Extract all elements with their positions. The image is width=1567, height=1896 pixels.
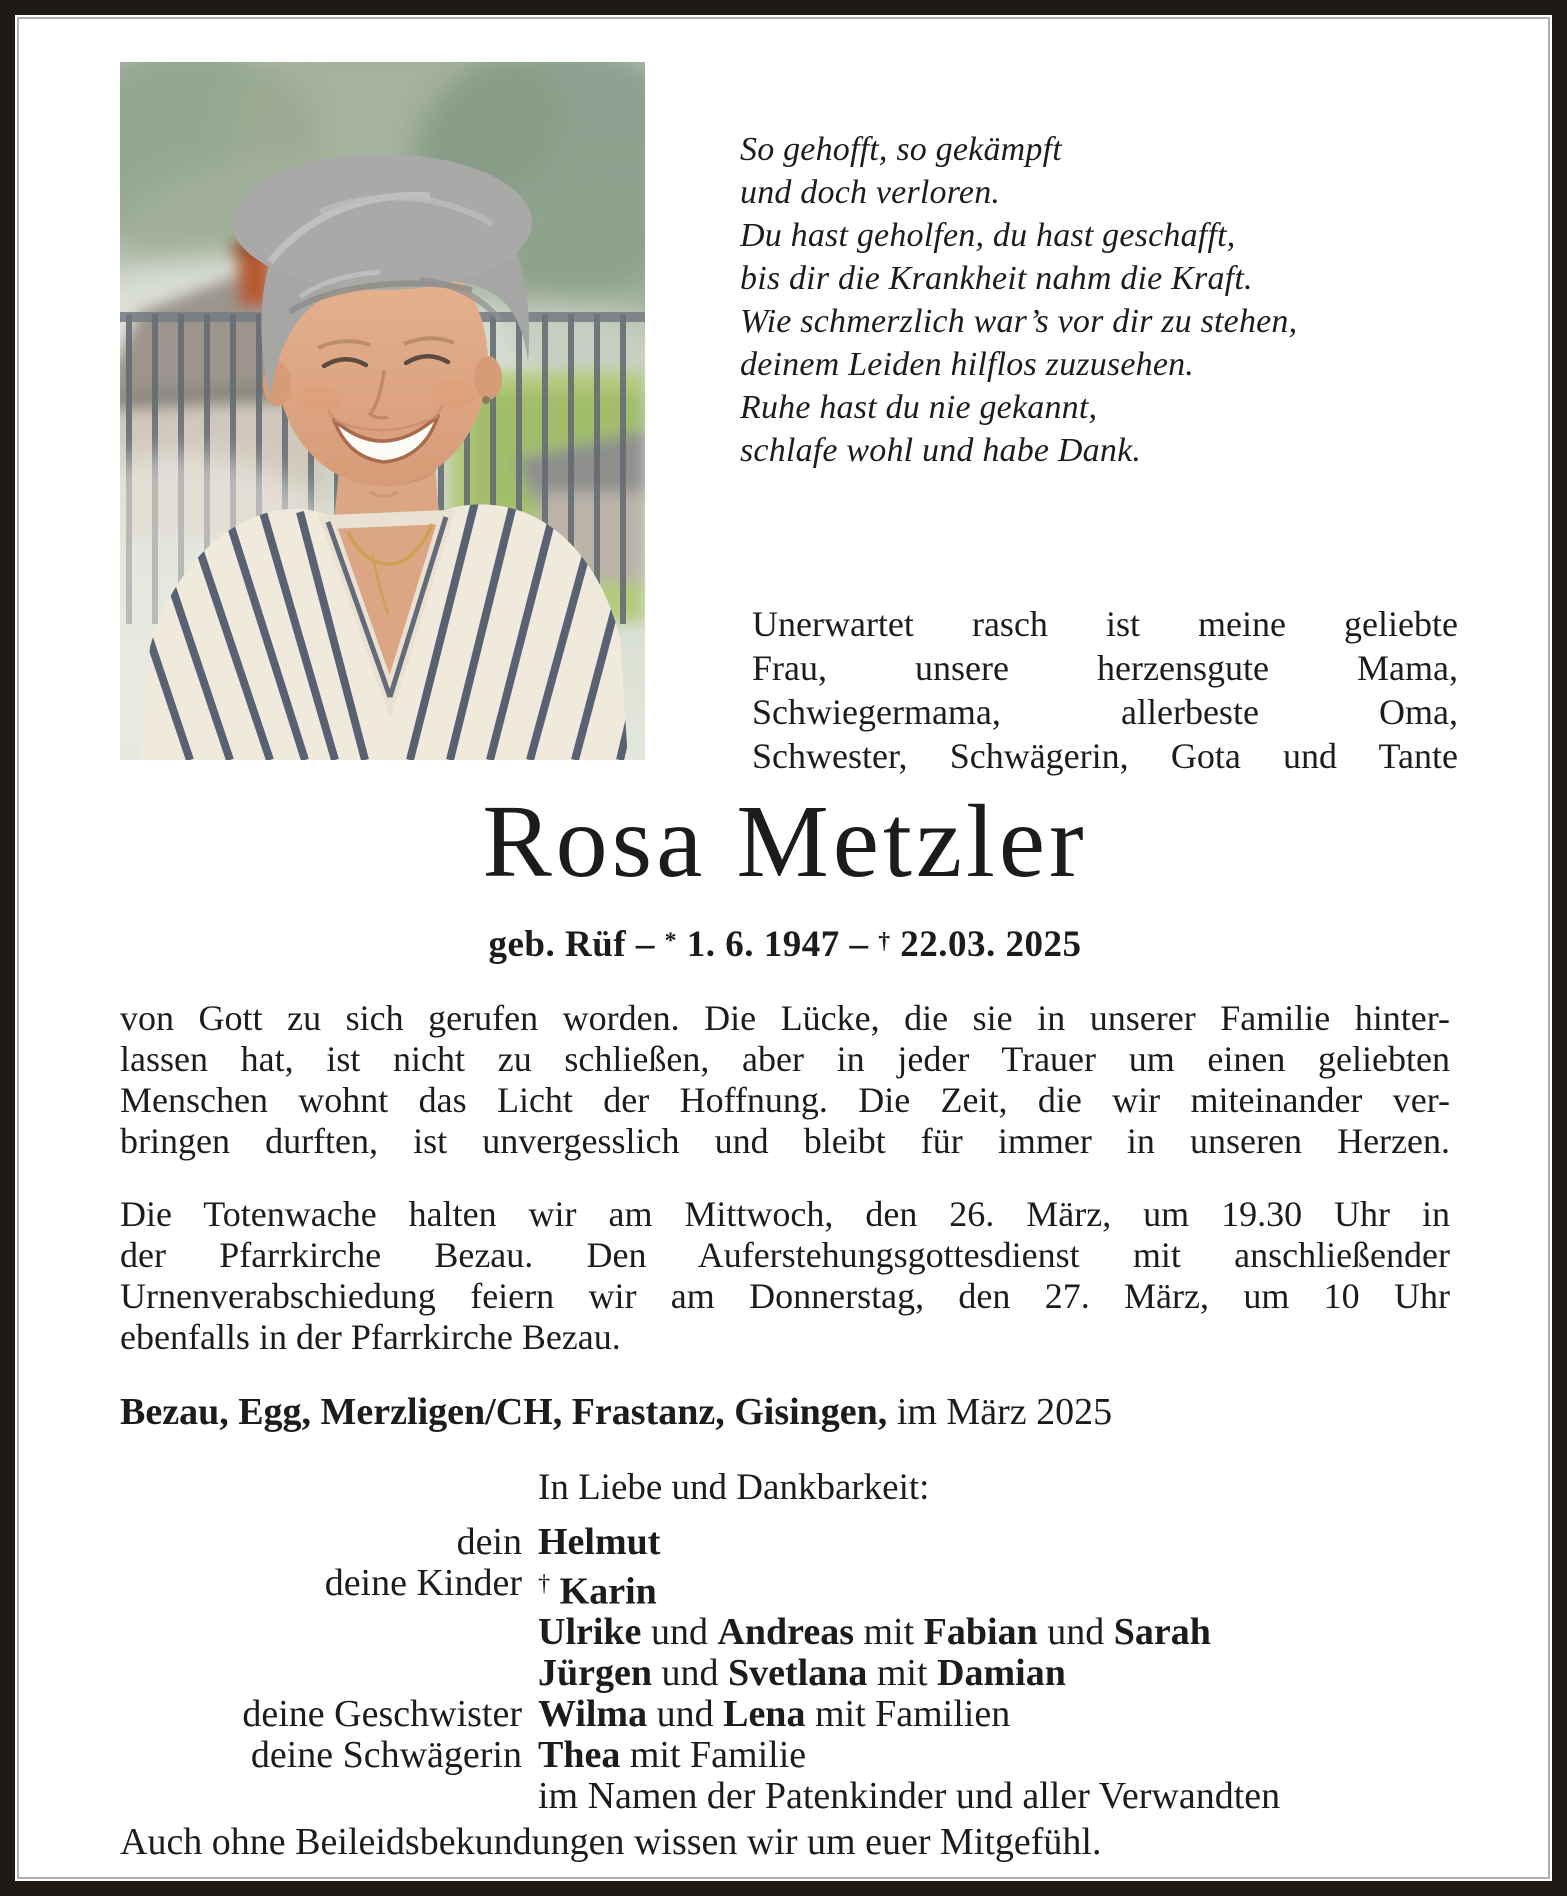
text-line: und doch verloren. bbox=[740, 174, 1001, 211]
text-line: deinem Leiden hilflos zuzusehen. bbox=[740, 346, 1195, 383]
text-line: bringen durften, ist unvergesslich und bleibt für immer in unseren Herzen. bbox=[120, 1121, 1450, 1161]
relation-label: dein bbox=[456, 1521, 522, 1563]
text-line: bis dir die Krankheit nahm die Kraft. bbox=[740, 260, 1253, 297]
body-paragraph-1 bbox=[120, 998, 1450, 1162]
family-names: im Namen der Patenkinder und aller Verwandten bbox=[538, 1775, 1281, 1818]
relation-label: deine Kinder bbox=[324, 1562, 522, 1604]
text-line: lassen hat, ist nicht zu schließen, aber in jeder Trauer um einen geliebten bbox=[120, 1039, 1450, 1079]
text-line: Unerwartet rasch ist meine geliebte bbox=[752, 604, 1458, 644]
text-line: Ruhe hast du nie gekannt, bbox=[740, 389, 1098, 426]
text-line: Schwiegermama, allerbeste Oma, bbox=[752, 692, 1458, 732]
text-line: Du hast geholfen, du hast geschafft, bbox=[740, 217, 1236, 254]
signature-row bbox=[120, 1522, 1465, 1563]
intro-paragraph bbox=[752, 602, 1458, 778]
text-line: ebenfalls in der Pfarrkirche Bezau. bbox=[120, 1317, 621, 1357]
text-line: Wie schmerzlich war’s vor dir zu stehen, bbox=[740, 303, 1298, 340]
signature-rows bbox=[120, 1522, 1465, 1817]
family-names: Ulrike und Andreas mit Fabian und Sarah bbox=[538, 1611, 1211, 1654]
text-line: der Pfarrkirche Bezau. Den Auferstehungsgottesdienst mit anschließender bbox=[120, 1235, 1450, 1275]
portrait-photo bbox=[120, 62, 645, 760]
text-line: Die Totenwache halten wir am Mittwoch, den 26. März, um 19.30 Uhr in bbox=[120, 1194, 1450, 1234]
life-dates: geb. Rüf – * 1. 6. 1947 – † 22.03. 2025 bbox=[488, 924, 1082, 965]
signature-row bbox=[120, 1563, 1465, 1612]
text-line: Menschen wohnt das Licht der Hoffnung. Die Zeit, die wir miteinander ver- bbox=[120, 1080, 1450, 1120]
relation-label bbox=[120, 1612, 538, 1653]
family-names: Helmut bbox=[538, 1521, 661, 1563]
text-line: Urnenverabschiedung feiern wir am Donnerstag, den 27. März, um 10 Uhr bbox=[120, 1276, 1450, 1316]
relation-label bbox=[120, 1776, 538, 1817]
text-line: von Gott zu sich gerufen worden. Die Lücke, die sie in unserer Familie hinter- bbox=[120, 998, 1450, 1038]
deceased-name: Rosa Metzler bbox=[482, 784, 1088, 899]
places-line bbox=[120, 1390, 1450, 1434]
portrait-photo-illustration bbox=[120, 62, 645, 760]
family-names: Wilma und Lena mit Familien bbox=[538, 1693, 1011, 1736]
signature-row bbox=[120, 1694, 1465, 1735]
closing-heading: In Liebe und Dankbarkeit: bbox=[538, 1467, 930, 1508]
family-names: † Karin bbox=[538, 1570, 657, 1613]
relation-label: deine Schwägerin bbox=[250, 1734, 522, 1777]
text-line: Schwester, Schwägerin, Gota und Tante bbox=[752, 736, 1458, 776]
body-paragraph-2 bbox=[120, 1194, 1450, 1358]
signature-row bbox=[120, 1735, 1465, 1776]
places-date: im März 2025 bbox=[887, 1391, 1113, 1433]
places-bold: Bezau, Egg, Merzligen/CH, Frastanz, Gisingen, bbox=[120, 1391, 888, 1433]
relation-label bbox=[120, 1653, 538, 1694]
family-names: Thea mit Familie bbox=[538, 1734, 807, 1777]
text-line: schlafe wohl und habe Dank. bbox=[740, 432, 1142, 469]
signature-row bbox=[120, 1653, 1465, 1694]
condolence-note: Auch ohne Beileidsbekundungen wissen wir um euer Mitgefühl. bbox=[120, 1821, 1102, 1863]
text-line: Frau, unsere herzensgute Mama, bbox=[752, 648, 1458, 688]
text-line: So gehofft, so gekämpft bbox=[740, 131, 1062, 168]
signature-row bbox=[120, 1612, 1465, 1653]
memorial-poem bbox=[740, 128, 1460, 472]
relation-label: deine Geschwister bbox=[242, 1693, 522, 1736]
signature-row bbox=[120, 1776, 1465, 1817]
family-names: Jürgen und Svetlana mit Damian bbox=[538, 1652, 1066, 1695]
